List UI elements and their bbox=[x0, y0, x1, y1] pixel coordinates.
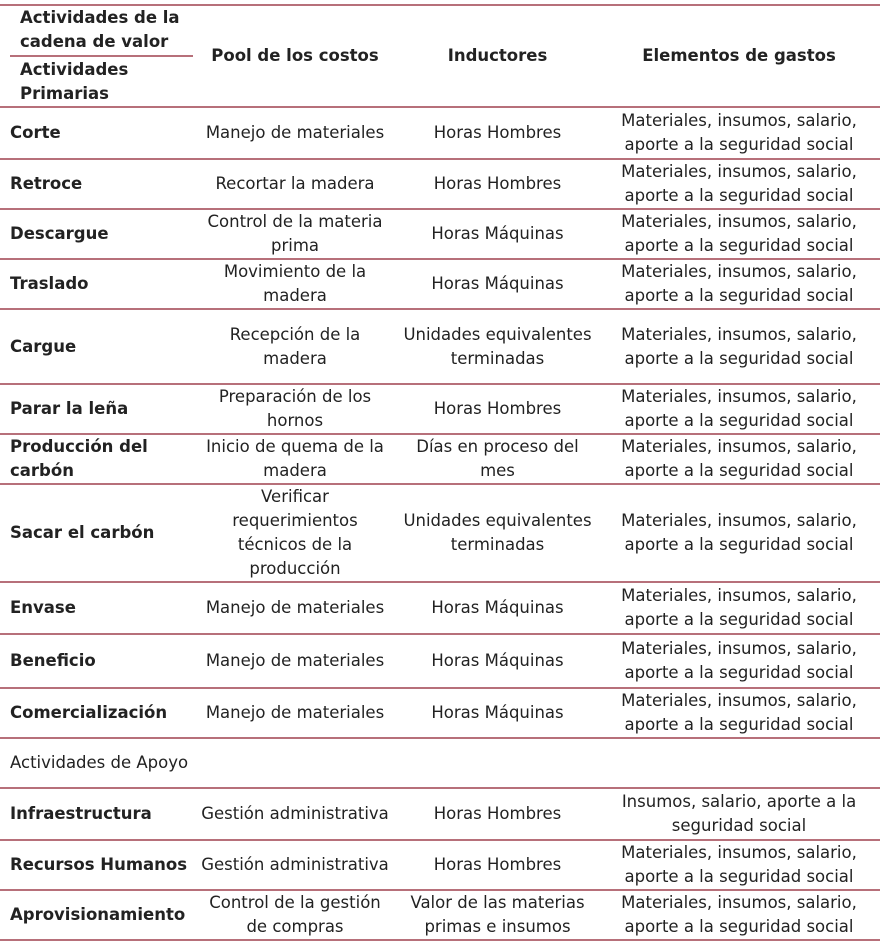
table-row bbox=[0, 582, 880, 634]
cost-pool-cell: Control de la materia prima bbox=[193, 209, 397, 259]
expenses-cell: Materiales, insumos, salario, aporte a la seguridad social bbox=[598, 890, 880, 940]
expenses-cell: Materiales, insumos, salario, aporte a la seguridad social bbox=[598, 209, 880, 259]
cost-pool-cell: Recortar la madera bbox=[193, 159, 397, 209]
activity-cell: Descargue bbox=[0, 209, 193, 259]
activity-cell: Beneficio bbox=[0, 634, 193, 688]
cost-pool-cell: Manejo de materiales bbox=[193, 582, 397, 634]
table-row bbox=[0, 384, 880, 434]
cost-pool-cell: Manejo de materiales bbox=[193, 688, 397, 738]
activity-cell: Sacar el carbón bbox=[0, 484, 193, 582]
activity-cell: Recursos Humanos bbox=[0, 840, 193, 890]
driver-cell: Horas Hombres bbox=[397, 788, 598, 840]
table-row bbox=[0, 209, 880, 259]
expenses-cell: Materiales, insumos, salario, aporte a la seguridad social bbox=[598, 582, 880, 634]
activity-cell: Corte bbox=[0, 107, 193, 159]
table-row bbox=[0, 890, 880, 940]
header-activities bbox=[0, 5, 193, 107]
driver-cell: Valor de las materias primas e insumos bbox=[397, 890, 598, 940]
expenses-cell: Materiales, insumos, salario, aporte a la seguridad social bbox=[598, 107, 880, 159]
activity-cell: Actividades de Apoyo bbox=[0, 738, 193, 788]
expenses-cell: Materiales, insumos, salario, aporte a la seguridad social bbox=[598, 309, 880, 384]
driver-cell: Horas Hombres bbox=[397, 159, 598, 209]
cost-pool-cell: Verificar requerimientos técnicos de la producción bbox=[193, 484, 397, 582]
header-row bbox=[0, 5, 880, 107]
driver-cell bbox=[397, 738, 598, 788]
expenses-cell: Materiales, insumos, salario, aporte a la seguridad social bbox=[598, 259, 880, 309]
table-row bbox=[0, 738, 880, 788]
header-drivers: Inductores bbox=[397, 5, 598, 107]
expenses-cell: Materiales, insumos, salario, aporte a la seguridad social bbox=[598, 634, 880, 688]
driver-cell: Unidades equivalentes terminadas bbox=[397, 484, 598, 582]
header-value-chain-activities: Actividades de la cadena de valor bbox=[10, 6, 193, 57]
cost-pool-cell: Preparación de los hornos bbox=[193, 384, 397, 434]
cost-pool-cell: Manejo de materiales bbox=[193, 107, 397, 159]
table-row bbox=[0, 434, 880, 484]
table-row bbox=[0, 484, 880, 582]
header-primary-activities: Actividades Primarias bbox=[20, 60, 129, 103]
cost-pool-cell: Manejo de materiales bbox=[193, 634, 397, 688]
cost-pool-cell: Control de la gestión de compras bbox=[193, 890, 397, 940]
activity-cell: Envase bbox=[0, 582, 193, 634]
activity-cell: Retroce bbox=[0, 159, 193, 209]
cost-pool-cell: Recepción de la madera bbox=[193, 309, 397, 384]
expenses-cell: Materiales, insumos, salario, aporte a la seguridad social bbox=[598, 840, 880, 890]
expenses-cell: Materiales, insumos, salario, aporte a la seguridad social bbox=[598, 484, 880, 582]
driver-cell: Horas Máquinas bbox=[397, 259, 598, 309]
value-chain-cost-table bbox=[0, 4, 880, 941]
activity-cell: Cargue bbox=[0, 309, 193, 384]
driver-cell: Horas Hombres bbox=[397, 840, 598, 890]
activity-cell: Comercialización bbox=[0, 688, 193, 738]
activity-cell: Aprovisionamiento bbox=[0, 890, 193, 940]
cost-pool-cell: Gestión administrativa bbox=[193, 788, 397, 840]
cost-pool-cell: Inicio de quema de la madera bbox=[193, 434, 397, 484]
driver-cell: Horas Hombres bbox=[397, 384, 598, 434]
driver-cell: Horas Máquinas bbox=[397, 688, 598, 738]
driver-cell: Horas Máquinas bbox=[397, 582, 598, 634]
driver-cell: Horas Hombres bbox=[397, 107, 598, 159]
expenses-cell bbox=[598, 738, 880, 788]
driver-cell: Horas Máquinas bbox=[397, 209, 598, 259]
activity-cell: Producción del carbón bbox=[0, 434, 193, 484]
table-row bbox=[0, 634, 880, 688]
driver-cell: Días en proceso del mes bbox=[397, 434, 598, 484]
table-row bbox=[0, 107, 880, 159]
table-row bbox=[0, 840, 880, 890]
expenses-cell: Materiales, insumos, salario, aporte a la seguridad social bbox=[598, 159, 880, 209]
header-expense-elements: Elementos de gastos bbox=[598, 5, 880, 107]
activity-cell: Infraestructura bbox=[0, 788, 193, 840]
driver-cell: Horas Máquinas bbox=[397, 634, 598, 688]
cost-pool-cell: Movimiento de la madera bbox=[193, 259, 397, 309]
activity-cell: Traslado bbox=[0, 259, 193, 309]
expenses-cell: Materiales, insumos, salario, aporte a la seguridad social bbox=[598, 384, 880, 434]
table-row bbox=[0, 159, 880, 209]
table-row bbox=[0, 688, 880, 738]
expenses-cell: Materiales, insumos, salario, aporte a la seguridad social bbox=[598, 434, 880, 484]
table-row bbox=[0, 309, 880, 384]
cost-pool-cell bbox=[193, 738, 397, 788]
activity-cell: Parar la leña bbox=[0, 384, 193, 434]
table-row bbox=[0, 259, 880, 309]
header-cost-pool: Pool de los costos bbox=[193, 5, 397, 107]
expenses-cell: Materiales, insumos, salario, aporte a la seguridad social bbox=[598, 688, 880, 738]
driver-cell: Unidades equivalentes terminadas bbox=[397, 309, 598, 384]
cost-pool-cell: Gestión administrativa bbox=[193, 840, 397, 890]
table-row bbox=[0, 788, 880, 840]
expenses-cell: Insumos, salario, aporte a la seguridad social bbox=[598, 788, 880, 840]
